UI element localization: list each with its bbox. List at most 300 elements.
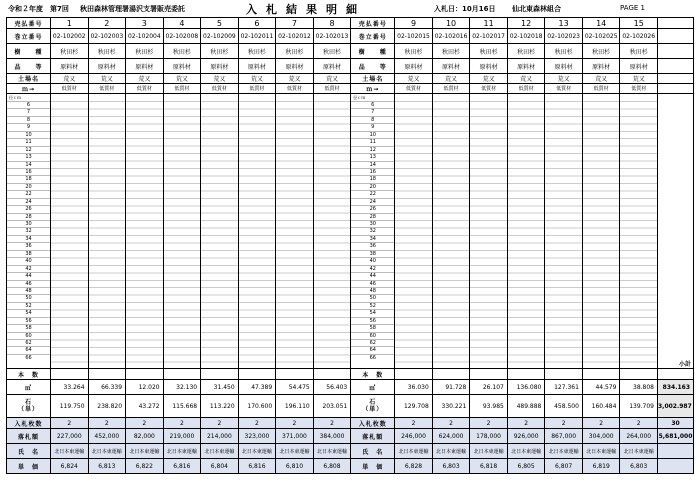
lot-cell (582, 369, 620, 380)
lot-cell: 02-102003 (88, 29, 126, 44)
lot-value: 330.221 (432, 395, 470, 418)
row-label: 落札額 (7, 429, 51, 444)
lot-cell: 原料材 (276, 59, 314, 74)
row-label: 品 等 (351, 59, 395, 74)
lot-value: 6,803 (620, 459, 658, 474)
diameter-value: 20 (7, 183, 50, 190)
lot-value: 323,000 (238, 429, 276, 444)
lot-value: 384,000 (313, 429, 351, 444)
round: 第7回 (50, 5, 69, 13)
lot-cell: 荒又 (126, 74, 164, 84)
lot-cell: 15 (620, 18, 658, 29)
lot-value: 6,816 (163, 459, 201, 474)
row-label: 氏 名 (7, 444, 51, 459)
lot-cell (88, 369, 126, 380)
diameter-list (7, 94, 51, 369)
place-row (7, 74, 694, 84)
diameter-value: 58 (7, 324, 50, 331)
lot-cell: 秋田杉 (395, 44, 433, 59)
lot-value: 489.888 (507, 395, 545, 418)
total-value: 834.163 (658, 380, 694, 395)
diameter-value: 64 (7, 346, 50, 353)
diameter-value: 18 (7, 175, 50, 182)
lot-cell: 原料材 (163, 59, 201, 74)
lot-cell: 秋田杉 (51, 44, 89, 59)
lot-cell (276, 369, 314, 380)
lot-cell: 低質材 (276, 84, 314, 94)
diameter-column (351, 94, 394, 361)
diameter-value: 64 (351, 346, 394, 353)
lot-cell (201, 369, 239, 380)
diameter-value: 14 (7, 161, 50, 168)
lot-value: 北日本東運輸 (276, 444, 314, 459)
lot-value: 北日本東運輸 (126, 444, 164, 459)
total-value: 30 (658, 418, 694, 429)
lot-cell: 12 (507, 18, 545, 29)
row-label: 品 等 (7, 59, 51, 74)
lot-cell: 秋田杉 (276, 44, 314, 59)
diameter-value: 18 (351, 175, 394, 182)
grid-cell (582, 94, 620, 369)
lot-value: 91.728 (432, 380, 470, 395)
diameter-value: 12 (7, 146, 50, 153)
diameter-value: 50 (351, 294, 394, 301)
diameter-value: 26 (7, 205, 50, 212)
lot-cell: 原料材 (470, 59, 508, 74)
lot-cell (620, 369, 658, 380)
lot-cell: 13 (545, 18, 583, 29)
lot-value: 北日本東運輸 (163, 444, 201, 459)
lot-value: 6,818 (470, 459, 508, 474)
total-cell (658, 29, 694, 44)
diameter-value: 32 (351, 227, 394, 234)
lot-value: 93.985 (470, 395, 508, 418)
lot-cell: 荒又 (582, 74, 620, 84)
lot-cell: 秋田杉 (545, 44, 583, 59)
lot-cell: 02-102015 (395, 29, 433, 44)
row-label (7, 395, 51, 418)
lot-cell (395, 369, 433, 380)
lot-cell: 秋田杉 (201, 44, 239, 59)
lot-cell: 低質材 (432, 84, 470, 94)
grid-cell (51, 94, 89, 369)
lot-cell: 低質材 (395, 84, 433, 94)
grid-cell (545, 94, 583, 369)
lot-cell (470, 369, 508, 380)
row-label: 売払番号 (7, 18, 51, 29)
lot-cell: 02-102018 (507, 29, 545, 44)
lot-value: 54.475 (276, 380, 314, 395)
lot-cell: 7 (276, 18, 314, 29)
volume-m3-row (7, 380, 694, 395)
diameter-value: 66 (7, 354, 50, 361)
lot-value: 219,000 (163, 429, 201, 444)
lot-value: 6,828 (395, 459, 433, 474)
lot-value: 31.450 (201, 380, 239, 395)
lot-value: 北日本東運輸 (51, 444, 89, 459)
diameter-value: 46 (351, 280, 394, 287)
result-table (6, 17, 694, 474)
koku-label: 石 (369, 399, 377, 406)
lot-value: 227,000 (51, 429, 89, 444)
lot-value: 6,803 (432, 459, 470, 474)
species-row (7, 44, 694, 59)
diameter-value: 52 (351, 302, 394, 309)
lot-value: 6,819 (582, 459, 620, 474)
lot-cell: 秋田杉 (126, 44, 164, 59)
grid-cell (620, 94, 658, 369)
lot-cell: 低質材 (470, 84, 508, 94)
diameter-value: 44 (7, 272, 50, 279)
total-cell (658, 59, 694, 74)
lot-value: 12.020 (126, 380, 164, 395)
lot-cell: 原料材 (126, 59, 164, 74)
lot-cell: 荒又 (276, 74, 314, 84)
lot-cell: 低質材 (620, 84, 658, 94)
diameter-value: 56 (351, 317, 394, 324)
lot-value: 371,000 (276, 429, 314, 444)
lot-cell: 原料材 (238, 59, 276, 74)
lot-value: 129.708 (395, 395, 433, 418)
lot-value: 115.668 (163, 395, 201, 418)
lot-cell: 02-102023 (545, 29, 583, 44)
total-cell (658, 44, 694, 59)
grade-row (7, 59, 694, 74)
lot-value: 6,805 (507, 459, 545, 474)
diameter-value: 9 (351, 123, 394, 130)
lot-value: 214,000 (201, 429, 239, 444)
lot-value: 6,822 (126, 459, 164, 474)
lot-cell: 4 (163, 18, 201, 29)
row-label: ㎥ (7, 380, 51, 395)
lot-value: 458.500 (545, 395, 583, 418)
diameter-value: 30 (7, 220, 50, 227)
lot-value: 66.339 (88, 380, 126, 395)
lot-value: 2 (470, 418, 508, 429)
diameter-value: 6 (7, 101, 50, 108)
lot-cell: 荒又 (238, 74, 276, 84)
total-cell (658, 459, 694, 474)
lot-cell (313, 369, 351, 380)
lot-cell: 02-102011 (238, 29, 276, 44)
lot-value: 452,000 (88, 429, 126, 444)
lot-cell: 秋田杉 (582, 44, 620, 59)
bidders-row (7, 418, 694, 429)
lot-cell (51, 369, 89, 380)
lot-value: 26.107 (470, 380, 508, 395)
lot-value: 北日本東運輸 (545, 444, 583, 459)
association-name: 仙北東森林組合 (512, 5, 561, 13)
diameter-value: 42 (351, 265, 394, 272)
lot-cell: 原料材 (395, 59, 433, 74)
lot-cell (163, 369, 201, 380)
lot-cell: 荒又 (51, 74, 89, 84)
row-label: 単 価 (351, 459, 395, 474)
lot-number-row (7, 29, 694, 44)
total-value: 5,681,000 (658, 429, 694, 444)
lot-value: 44.579 (582, 380, 620, 395)
diameter-value: 60 (351, 332, 394, 339)
lot-cell: 5 (201, 18, 239, 29)
lot-value: 867,000 (545, 429, 583, 444)
lot-value: 139.709 (620, 395, 658, 418)
total-cell (658, 444, 694, 459)
organization: 秋田森林管理署湯沢支署販売委託 (80, 5, 185, 13)
diameter-value: 62 (7, 339, 50, 346)
diameter-value: 11 (7, 138, 50, 145)
lot-value: 136.080 (507, 380, 545, 395)
lot-value: 160.484 (582, 395, 620, 418)
diameter-value: 36 (351, 242, 394, 249)
diameter-value: 16 (7, 168, 50, 175)
lot-value: 6,807 (545, 459, 583, 474)
lot-value: 2 (201, 418, 239, 429)
lot-cell: 02-102013 (313, 29, 351, 44)
lot-cell: 秋田杉 (163, 44, 201, 59)
amount-row (7, 429, 694, 444)
lot-cell: 6 (238, 18, 276, 29)
diameter-value: 28 (351, 213, 394, 220)
lot-value: 2 (276, 418, 314, 429)
lot-value: 6,810 (276, 459, 314, 474)
row-label: 樹 種 (351, 44, 395, 59)
lot-cell: 原料材 (432, 59, 470, 74)
lot-value: 127.361 (545, 380, 583, 395)
lot-cell: 秋田杉 (507, 44, 545, 59)
diameter-value: 38 (7, 250, 50, 257)
grid-cell (126, 94, 164, 369)
lot-value: 2 (582, 418, 620, 429)
lot-cell: 原料材 (201, 59, 239, 74)
lot-value: 2 (432, 418, 470, 429)
lot-value: 6,804 (201, 459, 239, 474)
row-label: 入札枚数 (7, 418, 51, 429)
lot-cell: 荒又 (201, 74, 239, 84)
diameter-list (351, 94, 395, 369)
row-label: 土場名 (351, 74, 395, 84)
lot-value: 113.220 (201, 395, 239, 418)
lot-value: 2 (507, 418, 545, 429)
row-label: 売払番号 (351, 18, 395, 29)
row-label: ｍ→ (351, 84, 395, 94)
grid-cell (395, 94, 433, 369)
diameter-value: 13 (7, 153, 50, 160)
lot-value: 203.051 (313, 395, 351, 418)
diameter-value: 14 (351, 161, 394, 168)
unit-price-row (7, 459, 694, 474)
cm-label: 径ｃｍ (9, 95, 21, 100)
lot-cell: 荒又 (507, 74, 545, 84)
lot-value: 北日本東運輸 (201, 444, 239, 459)
diameter-value: 24 (351, 198, 394, 205)
row-label: 単 価 (7, 459, 51, 474)
row-label: 本 数 (7, 369, 51, 380)
total-cell (658, 18, 694, 29)
diameter-value: 30 (351, 220, 394, 227)
lot-cell: 低質材 (126, 84, 164, 94)
lot-cell (432, 369, 470, 380)
row-label: 本 数 (351, 369, 395, 380)
diameter-value: 58 (351, 324, 394, 331)
row-label (351, 395, 395, 418)
lot-value: 170.600 (238, 395, 276, 418)
lot-value: 2 (126, 418, 164, 429)
count-row (7, 369, 694, 380)
diameter-value: 20 (351, 183, 394, 190)
lot-value: 196.110 (276, 395, 314, 418)
lot-value: 36.030 (395, 380, 433, 395)
lot-cell: 14 (582, 18, 620, 29)
grid-cell (201, 94, 239, 369)
diameter-value: 60 (7, 332, 50, 339)
lot-value: 304,000 (582, 429, 620, 444)
total-value: 3,002.987 (658, 395, 694, 418)
lot-cell: 11 (470, 18, 508, 29)
lot-cell: 3 (126, 18, 164, 29)
diameter-value: 8 (351, 116, 394, 123)
lot-cell: 1 (51, 18, 89, 29)
lot-cell: 秋田杉 (470, 44, 508, 59)
cm-label: 径ｃｍ (353, 95, 366, 100)
grid-cell (88, 94, 126, 369)
lot-value: 6,816 (238, 459, 276, 474)
row-label: 巻立番号 (351, 29, 395, 44)
diameter-value: 11 (351, 138, 394, 145)
lot-cell: 秋田杉 (238, 44, 276, 59)
row-label: ｍ→ (7, 84, 51, 94)
lot-cell: 02-102002 (51, 29, 89, 44)
lot-cell: 低質材 (238, 84, 276, 94)
lot-cell: 荒又 (313, 74, 351, 84)
diameter-value: 26 (351, 205, 394, 212)
lot-value: 33.264 (51, 380, 89, 395)
diameter-value: 13 (351, 153, 394, 160)
diameter-value: 62 (351, 339, 394, 346)
lot-value: 2 (163, 418, 201, 429)
lot-cell: 02-102012 (276, 29, 314, 44)
lot-value: 246,000 (395, 429, 433, 444)
diameter-value: 50 (7, 294, 50, 301)
lot-cell: 低質材 (545, 84, 583, 94)
diameter-value: 56 (7, 317, 50, 324)
lot-cell: 原料材 (88, 59, 126, 74)
lot-value: 32.130 (163, 380, 201, 395)
lot-value: 238.820 (88, 395, 126, 418)
diameter-value: 46 (7, 280, 50, 287)
lot-cell: 秋田杉 (432, 44, 470, 59)
row-label: 入札枚数 (351, 418, 395, 429)
lot-cell: 原料材 (620, 59, 658, 74)
lot-value: 6,813 (88, 459, 126, 474)
lot-value: 2 (51, 418, 89, 429)
lot-cell: 低質材 (88, 84, 126, 94)
lot-cell: 秋田杉 (313, 44, 351, 59)
diameter-value: 34 (351, 235, 394, 242)
lot-value: 北日本東運輸 (507, 444, 545, 459)
lot-cell: 荒又 (470, 74, 508, 84)
lot-cell (126, 369, 164, 380)
lot-cell: 原料材 (51, 59, 89, 74)
lot-cell: 荒又 (545, 74, 583, 84)
diameter-value: 44 (351, 272, 394, 279)
lot-cell: 原料材 (545, 59, 583, 74)
grid-cell (276, 94, 314, 369)
lot-cell: 荒又 (163, 74, 201, 84)
diameter-body-row (7, 94, 694, 369)
name-row (7, 444, 694, 459)
page-number: PAGE 1 (620, 4, 645, 12)
diameter-value: 7 (7, 108, 50, 115)
lot-cell: 原料材 (313, 59, 351, 74)
lot-cell: 荒又 (88, 74, 126, 84)
bid-date: 入札日：10月16日 (434, 5, 496, 13)
lot-cell (545, 369, 583, 380)
diameter-value: 16 (351, 168, 394, 175)
lot-value: 43.272 (126, 395, 164, 418)
diameter-value: 32 (7, 227, 50, 234)
diameter-value: 10 (351, 131, 394, 138)
diameter-value: 28 (7, 213, 50, 220)
lot-cell: 秋田杉 (620, 44, 658, 59)
koku-label: 石 (24, 399, 32, 406)
diameter-value: 6 (351, 101, 394, 108)
lot-value: 119.750 (51, 395, 89, 418)
diameter-value: 9 (7, 123, 50, 130)
lot-value: 北日本東運輸 (432, 444, 470, 459)
grid-cell (470, 94, 508, 369)
lot-value: 47.389 (238, 380, 276, 395)
lot-value: 北日本東運輸 (88, 444, 126, 459)
lot-cell: 02-102016 (432, 29, 470, 44)
lot-value: 北日本東運輸 (620, 444, 658, 459)
diameter-value: 22 (7, 190, 50, 197)
diameter-value: 38 (351, 250, 394, 257)
diameter-value: 34 (7, 235, 50, 242)
lot-cell: 低質材 (51, 84, 89, 94)
lot-cell: 02-102009 (201, 29, 239, 44)
diameter-value: 24 (7, 198, 50, 205)
lot-value: 6,824 (51, 459, 89, 474)
diameter-value: 7 (351, 108, 394, 115)
lot-cell: 02-102017 (470, 29, 508, 44)
lot-value: 2 (545, 418, 583, 429)
diameter-value: 40 (351, 257, 394, 264)
diameter-column (7, 94, 50, 361)
lot-cell: 02-102008 (163, 29, 201, 44)
row-label: ㎥ (351, 380, 395, 395)
grid-cell (313, 94, 351, 369)
diameter-value: 54 (7, 309, 50, 316)
kind-row (7, 84, 694, 94)
lot-value: 2 (313, 418, 351, 429)
lot-value: 北日本東運輸 (238, 444, 276, 459)
lot-cell: 低質材 (201, 84, 239, 94)
grid-cell (238, 94, 276, 369)
lot-cell: 低質材 (313, 84, 351, 94)
lot-value: 2 (620, 418, 658, 429)
lot-cell: 02-102026 (620, 29, 658, 44)
lot-cell: 原料材 (582, 59, 620, 74)
lot-cell: 低質材 (163, 84, 201, 94)
lot-cell (238, 369, 276, 380)
lot-cell: 9 (395, 18, 433, 29)
grid-cell (507, 94, 545, 369)
lot-value: 2 (395, 418, 433, 429)
volume-koku-row (7, 395, 694, 418)
lot-value: 38.808 (620, 380, 658, 395)
diameter-value: 54 (351, 309, 394, 316)
diameter-value: 12 (351, 146, 394, 153)
